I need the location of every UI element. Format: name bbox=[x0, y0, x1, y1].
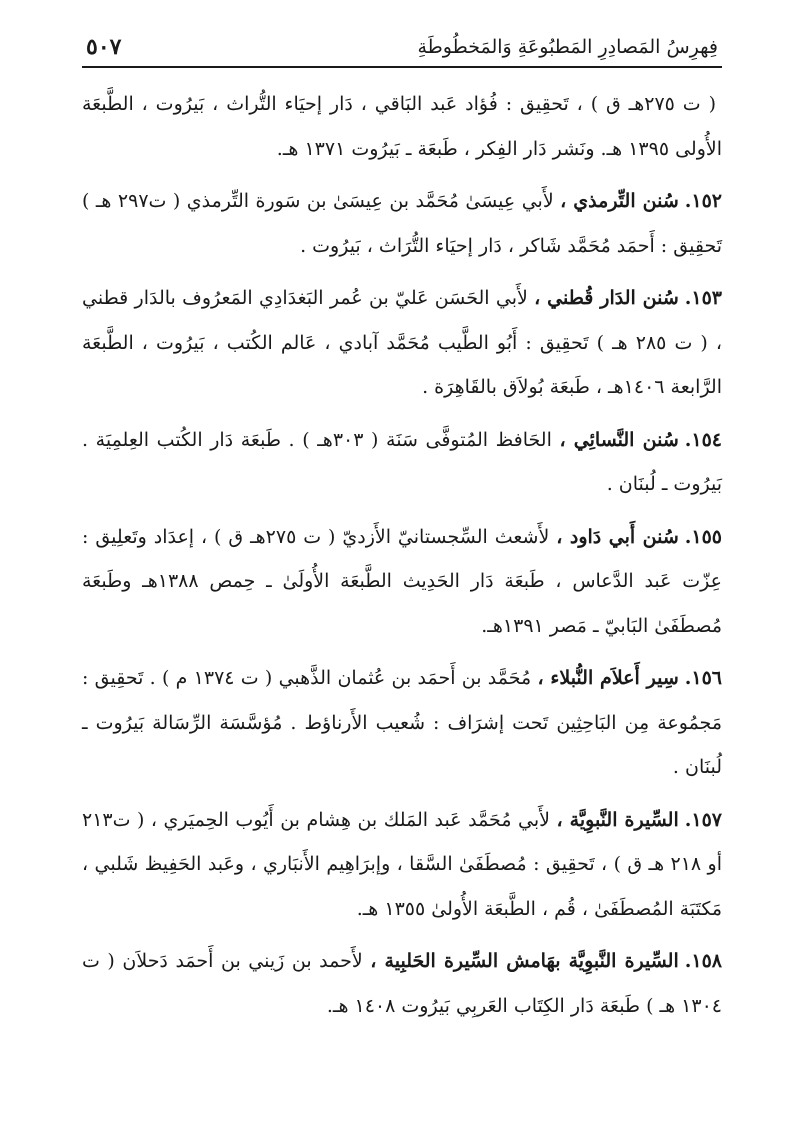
entry-text: لأَبي عِيسَىٰ مُحَمَّد بن عِيسَىٰ بن سَورة التِّرمذي ( ت٢٩٧ هـ ) تَحقِيق : أَحمَد مُحَمَّد شَاكر ، دَار إحيَاء التُّرَاث ، بَيرُوت . bbox=[82, 190, 722, 257]
page-number: ٥٠٧ bbox=[86, 34, 122, 60]
entry-text: الحَافظ المُتوفَّى سَنَة ( ٣٠٣هـ ) . طَبعَة دَار الكُتب العِلمِيَة . بَيرُوت ـ لُبنَان . bbox=[82, 428, 722, 495]
document-page bbox=[82, 30, 722, 1110]
list-item bbox=[82, 179, 722, 268]
entry-title: سُنن أَبي دَاود ، bbox=[556, 525, 679, 548]
list-item bbox=[82, 276, 722, 410]
entry-number: ١٥٣. bbox=[684, 287, 723, 309]
list-item bbox=[82, 82, 722, 171]
entry-title: سِير أَعلاَم النُّبلاء ، bbox=[537, 667, 679, 689]
bibliography-list bbox=[82, 82, 722, 1036]
list-item bbox=[82, 656, 722, 790]
entry-number: ١٥٦. bbox=[684, 667, 722, 689]
list-item bbox=[82, 798, 722, 932]
entry-text: مُحَمَّد بن أَحمَد بن عُثمان الذَّهبي ( ت ١٣٧٤ م ) . تَحقِيق : مَجمُوعة مِن البَاحِثِين تَحت إشرَاف : شُعيب الأَرناؤط . مُؤسَّسَة الرِّسَالة بَيرُوت ـ لُبنَان . bbox=[82, 667, 722, 778]
entry-number: ١٥٥. bbox=[684, 525, 723, 548]
entry-text: لأَشعث السِّجستانيّ الأَزديّ ( ت ٢٧٥هـ ق ) ، إعدَاد وتَعلِيق : عِزّت عَبد الدَّعاس ، طَبعَة دَار الحَدِيث الطَّبعَة الأُولَىٰ ـ حِمص ١٣٨٨هـ وطَبعَة مُصطَفَىٰ البَابيّ ـ مَصر ١٣٩١هـ. bbox=[82, 525, 722, 637]
entry-title: سُنن الدَار قُطني ، bbox=[534, 287, 679, 309]
entry-number: ١٥٧. bbox=[684, 808, 722, 831]
entry-title: سُنن التِّرمذي ، bbox=[560, 190, 679, 212]
page-header bbox=[82, 30, 722, 68]
entry-text: لأَبي مُحَمَّد عَبد المَلك بن هِشام بن أَيُوب الحِميَري ، ( ت٢١٣ أو ٢١٨ هـ ق ) ، تَحقِيق : مُصطَفَىٰ السَّقا ، وإبرَاهِيم الأَنبَاري ، وعَبد الحَفِيظ شَلبي ، مَكتَبَة المُصطَفَىٰ ، قُم ، الطَّبعَة الأُولىٰ ١٣٥٥ هـ. bbox=[82, 808, 722, 920]
list-item bbox=[82, 515, 722, 649]
running-title: فِهرِسُ المَصادِرِ المَطبُوعَةِ وَالمَخطُوطَةِ bbox=[417, 36, 718, 58]
entry-number: ١٥٨. bbox=[684, 950, 723, 972]
entry-title: السِّيرة النَّبوِيَّة بهَامش السِّيرة الحَلبِية ، bbox=[370, 950, 679, 972]
entry-title: سُنن النَّسائِي ، bbox=[559, 428, 679, 451]
entry-text: ( ت ٢٧٥هـ ق ) ، تَحقِيق : فُؤاد عَبد البَاقي ، دَار إحيَاء التُّراث ، بَيرُوت ، الطَّبعَة الأُولى ١٣٩٥ هـ. ونَشر دَار الفِكر ، طَبعَة ـ بَيرُوت ١٣٧١ هـ. bbox=[82, 93, 722, 160]
entry-number: ١٥٤. bbox=[684, 428, 723, 451]
entry-title: السِّيرة النَّبوِيَّة ، bbox=[556, 808, 679, 831]
entry-number: ١٥٢. bbox=[684, 190, 723, 212]
list-item bbox=[82, 939, 722, 1028]
entry-text: لأَحمد بن زَيني بن أَحمَد دَحلاَن ( ت ١٣٠٤ هـ ) طَبعَة دَار الكِتَاب العَربِي بَيرُوت ١٤٠٨ هـ. bbox=[82, 950, 722, 1017]
list-item bbox=[82, 418, 722, 507]
entry-text: لأَبي الحَسَن عَليّ بن عُمر البَغدَادِي المَعرُوف بالدَار قطني ، ( ت ٢٨٥ هـ ) تَحقِيق : أَبُو الطَّيب مُحَمَّد آبادي ، عَالم الكُتب ، بَيرُوت ، الطَّبعَة الرَّابعة ١٤٠٦هـ ، طَبعَة بُولاَق بالقَاهِرَة . bbox=[82, 287, 722, 398]
